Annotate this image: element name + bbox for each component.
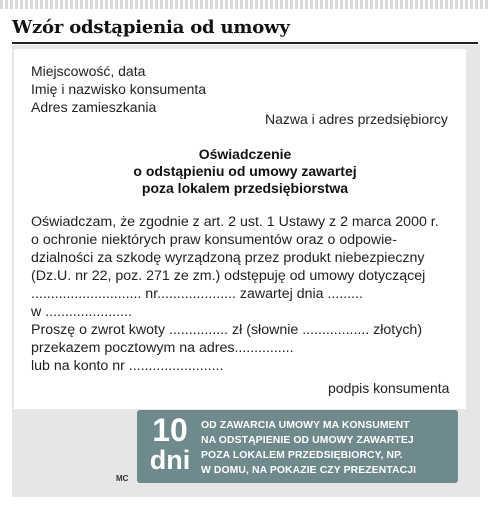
badge-text-line: OD ZAWARCIA UMOWY MA KONSUMENT bbox=[201, 420, 410, 431]
badge-text-line: W DOMU, NA POKAZIE CZY PREZENTACJI bbox=[201, 465, 417, 476]
sender-address: Adres zamieszkania bbox=[31, 99, 157, 115]
form-body-line: przekazem pocztowym na adres............... bbox=[31, 340, 294, 356]
badge-unit: dni bbox=[149, 445, 191, 475]
form-title-line: o odstąpieniu od umowy zawartej bbox=[133, 163, 357, 179]
company-name-address: Nazwa i adres przedsiębiorcy bbox=[265, 111, 448, 127]
headline: Wzór odstąpienia od umowy bbox=[12, 17, 290, 38]
signature-label: podpis konsumenta bbox=[328, 380, 450, 396]
badge-text-line: NA ODSTĄPIENIE OD UMOWY ZAWARTEJ bbox=[201, 435, 414, 446]
form-title-line: poza lokalem przedsiębiorstwa bbox=[141, 180, 349, 196]
sender-name: Imię i nazwisko konsumenta bbox=[31, 81, 207, 97]
sender-place-date: Miejscowość, data bbox=[31, 63, 146, 79]
form-body-line: w ...................... bbox=[31, 304, 132, 320]
form-body-line: Proszę o zwrot kwoty ............... zł (słownie ................. złotych) bbox=[31, 322, 423, 338]
form-body-line: dzialności za szkodę wyrządzoną przez produkt niebezpieczny bbox=[31, 250, 425, 266]
form-body-line: o ochronie niektórych praw konsumentów oraz o odpowie- bbox=[31, 232, 397, 248]
form-body-line: ............................ nr.................... zawartej dnia ......... bbox=[31, 286, 363, 302]
badge-number: 10 bbox=[152, 412, 188, 448]
form-body-line: lub na konto nr ........................ bbox=[31, 358, 224, 374]
headline-underline bbox=[12, 42, 478, 44]
badge-text-line: POZA LOKALEM PRZEDSIĘBIORCY, NP. bbox=[201, 450, 403, 461]
author-credit: MC bbox=[116, 474, 129, 483]
form-title-line: Oświadczenie bbox=[198, 146, 292, 162]
form-body-line: (Dz.U. nr 22, poz. 271 ze zm.) odstępuję od umowy dotyczącej bbox=[31, 268, 426, 284]
top-dotted-rule bbox=[0, 0, 490, 9]
form-body-line: Oświadczam, że zgodnie z art. 2 ust. 1 Ustawy z 2 marca 2000 r. bbox=[31, 214, 439, 230]
